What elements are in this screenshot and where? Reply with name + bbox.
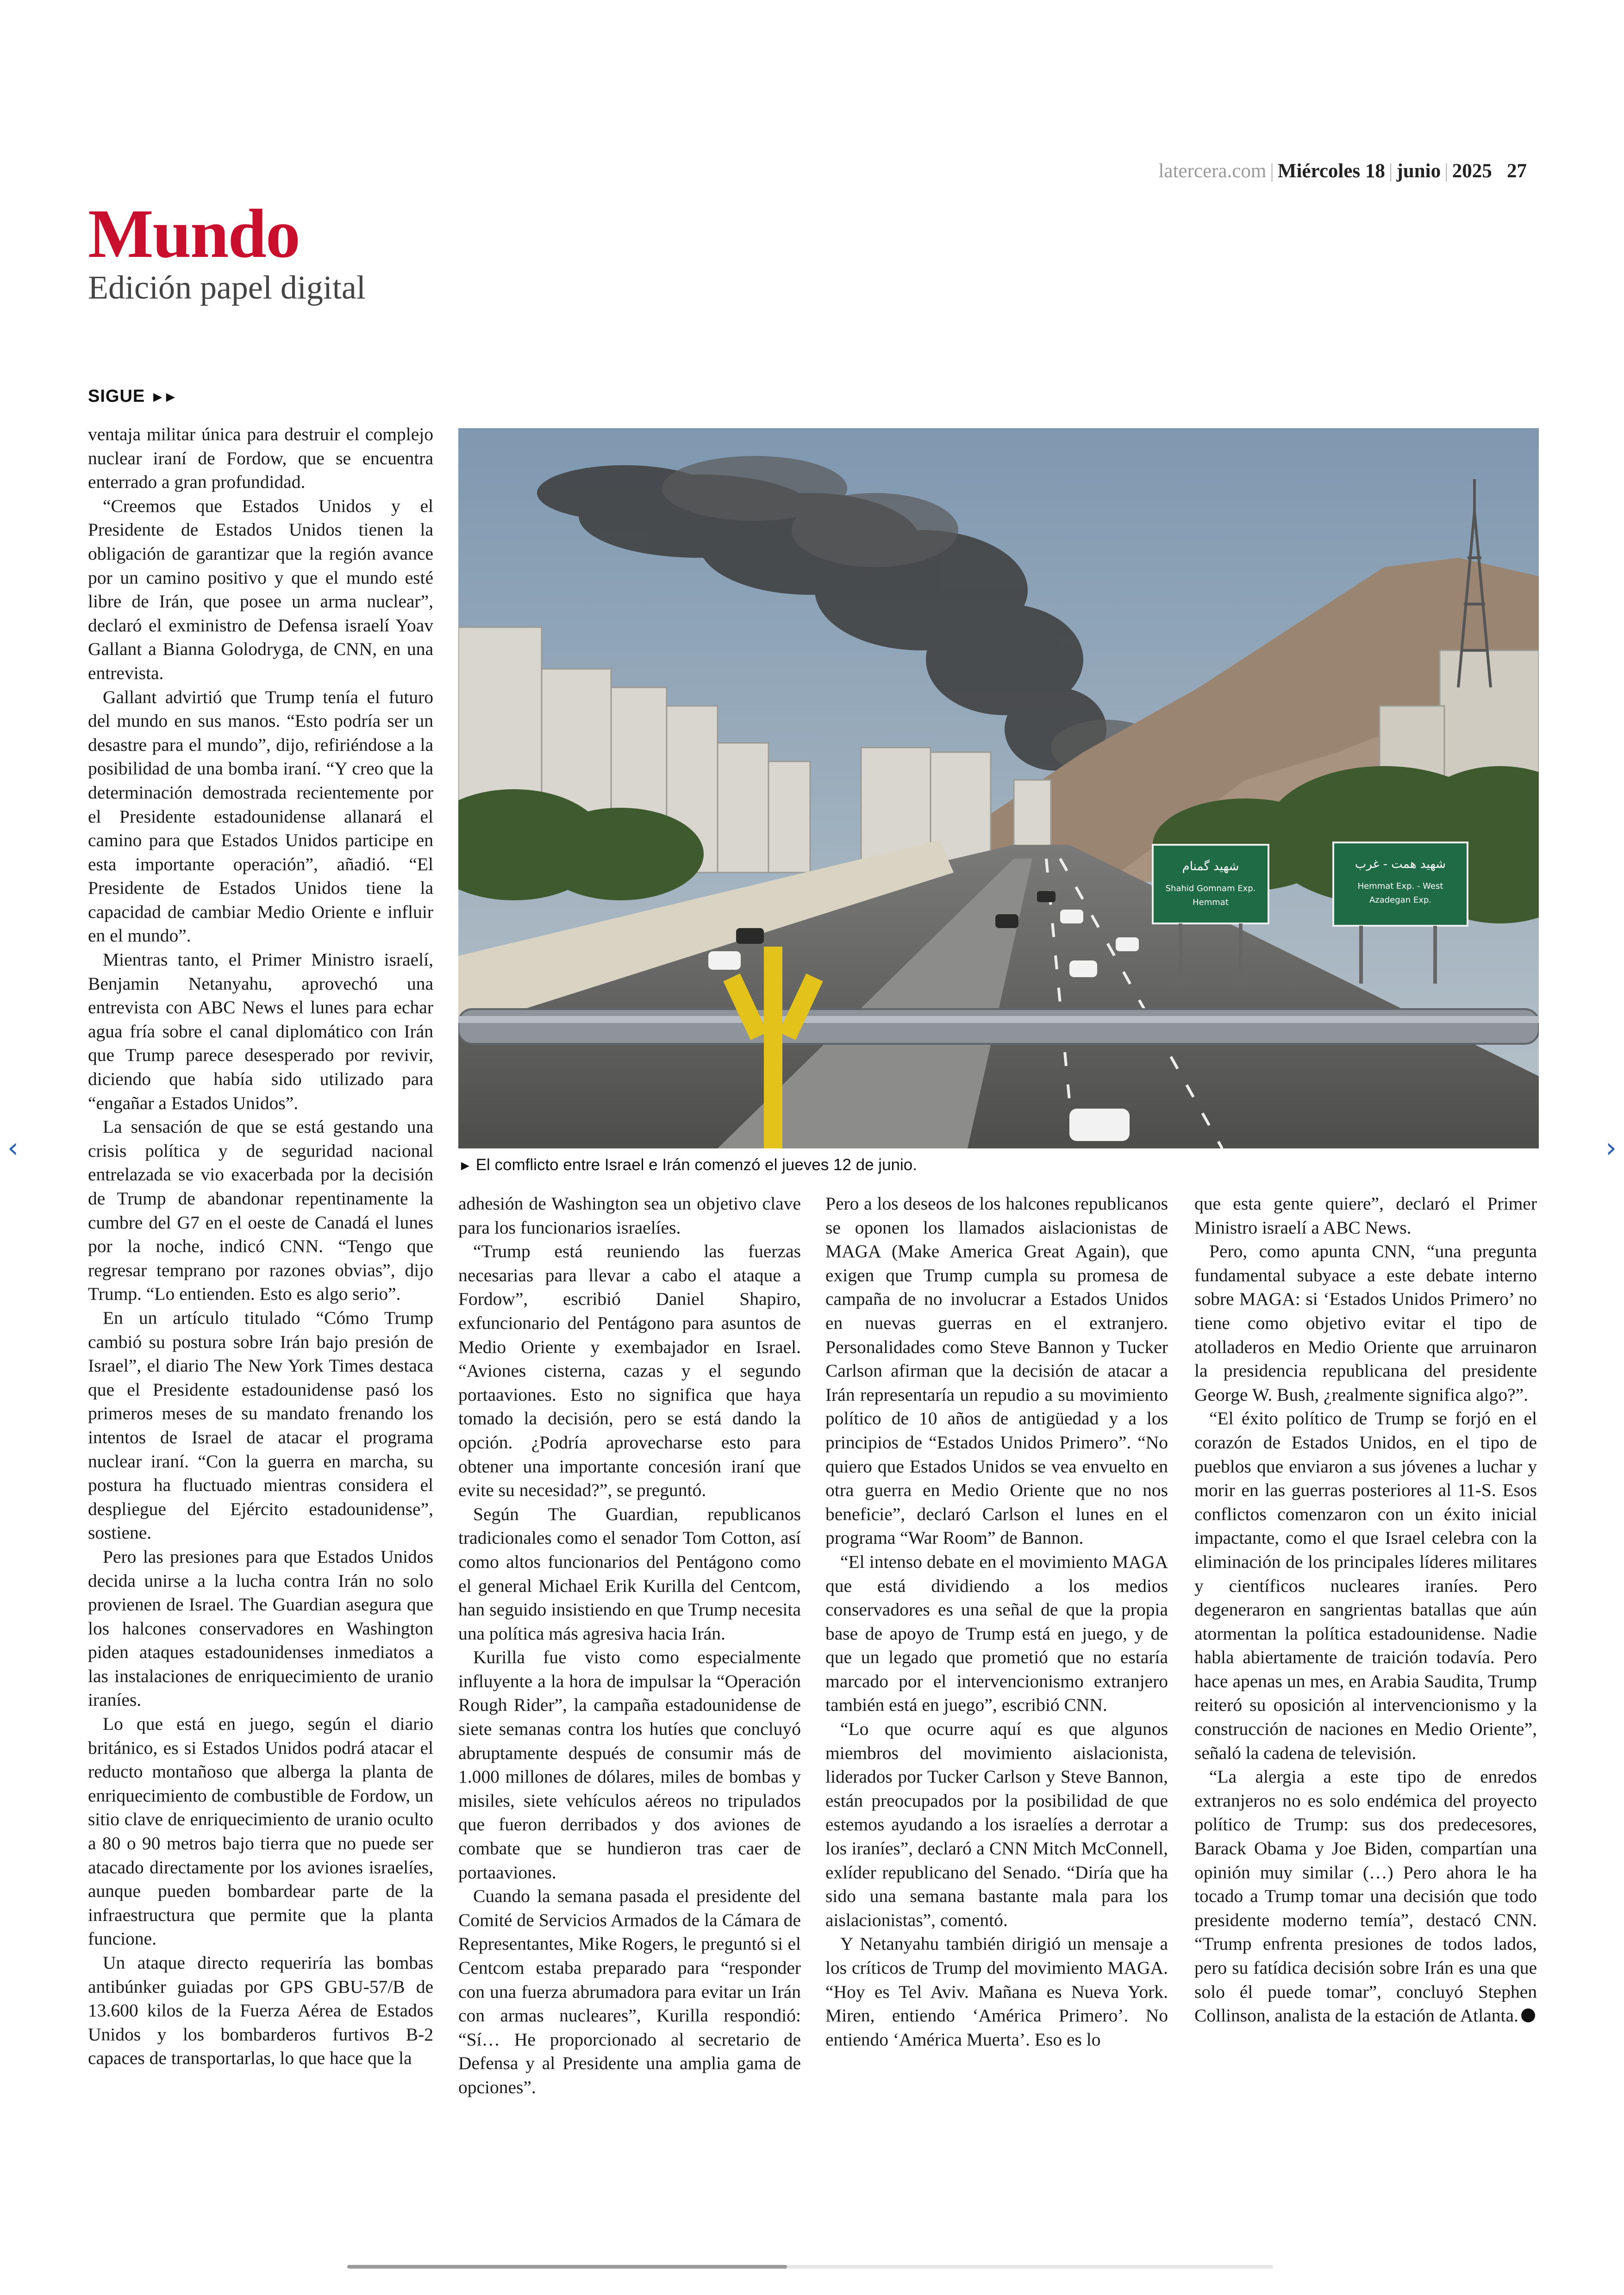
article-column-1 xyxy=(88,423,433,2126)
photo-caption xyxy=(458,1156,917,1174)
sign1-latin-2: Hemmat xyxy=(1193,898,1229,907)
next-page-chevron-icon[interactable]: › xyxy=(1605,1132,1617,1164)
caption-marker-icon: ► xyxy=(458,1158,472,1173)
paragraph xyxy=(1194,1765,1537,2028)
section-title: Mundo xyxy=(88,195,300,272)
paragraph: “Trump está reuniendo las fuerzas necesarias para llevar a cabo el ataque a Fordow”, escribió Daniel Shapiro, exfuncionario del Pentágono para asuntos de Medio Oriente y exembajador en Israel. “Aviones cisterna, cazas y el segundo portaaviones. Esto no significa que haya tomado la decisión, pero se está dando la opción. ¿Podría aprovecharse esto para obtener una importante concesión iraní que evite su necesidad?”, se preguntó. xyxy=(458,1241,801,1501)
highway-smoke-illustration xyxy=(458,428,1539,1148)
paragraph: En un artículo titulado “Cómo Trump cambió su postura sobre Irán bajo presión de Israel”, el diario The New York Times destaca que el Presidente estadounidense pasó los primeros meses de su mandato frenando los intentos de Israel de atacar el programa nuclear iraní. “Con la guerra en marcha, su postura ha fluctuado mientras considera el despliegue del Ejército estadounidense”, sostiene. xyxy=(88,1307,433,1543)
paragraph: Pero a los deseos de los halcones republicanos se oponen los llamados aislacionistas de MAGA (Make America Great Again), que exigen que Trump cumpla su promesa de campaña de no involucrar a Estados Unidos en nuevas guerras en el extranjero. Personalidades como Steve Bannon y Tucker Carlson afirman que la decisión de atacar a Irán representaría un repudio a su movimiento político de 10 años de antigüedad y a los principios de “Estados Unidos Primero”. “No quiero que Estados Unidos se vea envuelto en otra guerra en Medio Oriente que no nos beneficie”, declaró Carlson el lunes en el programa “War Room” de Bannon. xyxy=(825,1193,1168,1548)
continued-arrows-icon: ►► xyxy=(150,388,176,405)
paragraph: Gallant advirtió que Trump tenía el futuro del mundo en sus manos. “Esto podría ser un desastre para el mundo”, dijo, refiriéndose a la posibilidad de una bomba iraní. “Y creo que la determinación demostrada recientemente por el Presidente estadounidense allanará el camino para que Estados Unidos participe en esta importante operación”, añadió. “El Presidente de Estados Unidos tiene la capacidad de cambiar Medio Oriente e influir en el mundo”. xyxy=(88,686,433,946)
article-column-4 xyxy=(1194,1192,1537,2132)
sign1-latin: Shahid Gomnam Exp. xyxy=(1165,884,1256,893)
paragraph: Un ataque directo requeriría las bombas antibúnker guiadas por GPS GBU-57/B de 13.600 kilos de la Fuerza Aérea de Estados Unidos y los bombarderos furtivos B-2 capaces de transportarlas, lo que hace que la xyxy=(88,1952,433,2069)
paragraph: “El éxito político de Trump se forjó en el corazón de Estados Unidos, en el tipo de pueblos que enviaron a sus jóvenes a luchar y morir en las guerras posteriores al 11-S. Esos conflictos comenzaron con un éxito inicial impactante, como el que Israel celebra con la eliminación de los principales líderes militares y científicos nucleares iraníes. Pero degeneraron en sangrientas batallas que aún atormentan la política estadounidense. Nadie habla abiertamente de traición todavía. Pero hace apenas un mes, en Arabia Saudita, Trump reiteró su oposición al intervencionismo y la construcción de naciones en Medio Oriente”, señaló la cadena de televisión. xyxy=(1194,1408,1537,1763)
paragraph-text: “La alergia a este tipo de enredos extranjeros no es solo endémica del proyecto político de Trump: sus dos predecesores, Barack Obama y Joe Biden, compartían una opinión muy similar (…) Pero ahora le ha tocado a Trump tomar una decisión que todo presidente moderno temía”, destacó CNN. “Trump enfrenta presiones de todos lados, pero su fatídica decisión sobre Irán es una que solo él puede tomar”, concluyó Stephen Collinson, analista de la estación de Atlanta. xyxy=(1194,1766,1537,2026)
paragraph: “El intenso debate en el movimiento MAGA que está dividiendo a los medios conservadores es una señal de que la propia base de apoyo de Trump está en juego, y de que un legado que prometió que no estaría marcado por el intervencionismo extranjero también está en juego”, escribió CNN. xyxy=(825,1551,1168,1715)
paragraph: “Lo que ocurre aquí es que algunos miembros del movimiento aislacionista, liderados por Tucker Carlson y Steve Bannon, están preocupados por la posibilidad de que estemos ayudando a los israelíes a derrotar a los iraníes”, declaró a CNN Mitch McConnell, exlíder republicano del Senado. “Diría que ha sido una semana bastante mala para los aislacionistas”, comentó. xyxy=(825,1719,1168,1930)
scrollbar-thumb[interactable] xyxy=(347,2265,787,2269)
paragraph: “Creemos que Estados Unidos y el Presidente de Estados Unidos tienen la obligación de garantizar que la región avance por un camino positivo y que el mundo esté libre de Irán, que posee un arma nuclear”, declaró el exministro de Defensa israelí Yoav Gallant a Bianna Golodryga, de CNN, en una entrevista. xyxy=(88,495,433,683)
paragraph: adhesión de Washington sea un objetivo clave para los funcionarios israelíes. xyxy=(458,1193,801,1238)
date-day: Miércoles 18 xyxy=(1277,160,1385,182)
site-name: latercera.com xyxy=(1158,160,1267,182)
end-of-article-icon xyxy=(1521,2008,1535,2022)
paragraph: Y Netanyahu también dirigió un mensaje a los críticos de Trump del movimiento MAGA. “Hoy es Tel Aviv. Mañana es Nueva York. Miren, entiendo ‘América Primero’. No entiendo ‘América Muerta’. Eso es lo xyxy=(825,1933,1168,2050)
section-subtitle: Edición papel digital xyxy=(88,269,366,306)
continued-label xyxy=(88,387,176,406)
page-number: 27 xyxy=(1507,160,1527,182)
date-year: 2025 xyxy=(1452,160,1492,182)
paragraph: La sensación de que se está gestando una crisis política y de seguridad nacional entrelazada se vio exacerbada por la decisión de Trump de abandonar repentinamente la cumbre del G7 en el oeste de Canadá el lunes por la noche, indicó CNN. “Tengo que regresar temprano por razones obvias”, dijo Trump. “Lo entienden. Esto es algo serio”. xyxy=(88,1116,433,1304)
paragraph: Según The Guardian, republicanos tradicionales como el senador Tom Cotton, así como altos funcionarios del Pentágono como el general Michael Erik Kurilla del Centcom, han seguido insistiendo en que Trump necesita una política más agresiva hacia Irán. xyxy=(458,1503,801,1644)
continued-text: SIGUE xyxy=(88,387,145,406)
caption-text: El comflicto entre Israel e Irán comenzó el jueves 12 de junio. xyxy=(475,1156,917,1174)
article-photo xyxy=(458,428,1539,1148)
paragraph: Pero, como apunta CNN, “una pregunta fundamental subyace a este debate interno sobre MAGA: si ‘Estados Unidos Primero’ no tiene como objetivo evitar el tipo de atolladeros en Medio Oriente que arruinaron la presidencia republicana del presidente George W. Bush, ¿realmente significa algo?”. xyxy=(1194,1241,1537,1405)
date-month: junio xyxy=(1396,160,1441,182)
paragraph: Cuando la semana pasada el presidente del Comité de Servicios Armados de la Cámara de Representantes, Mike Rogers, le preguntó si el Centcom estaba preparado para “responder con una fuerza abrumadora para evitar un Irán con armas nucleares”, Kurilla respondió: “Sí… He proporcionado al secretario de Defensa y al Presidente una amplia gama de opciones”. xyxy=(458,1886,801,2097)
previous-page-chevron-icon[interactable]: ‹ xyxy=(7,1132,19,1164)
paragraph: que esta gente quiere”, declaró el Primer Ministro israelí a ABC News. xyxy=(1194,1193,1537,1238)
article-column-2 xyxy=(458,1192,801,2132)
paragraph: Pero las presiones para que Estados Unidos decida unirse a la lucha contra Irán no solo provienen de Israel. The Guardian asegura que los halcones conservadores en Washington piden ataques estadounidenses inmediatos a las instalaciones de enriquecimiento de uranio iraníes. xyxy=(88,1546,433,1710)
sign1-farsi: شهید گمنام xyxy=(1182,860,1239,873)
paragraph: Lo que está en juego, según el diario británico, es si Estados Unidos podrá atacar el reducto montañoso que alberga la planta de enriquecimiento de combustible de Fordow, un sitio clave de enriquecimiento de uranio oculto a 80 o 90 metros bajo tierra que no puede ser atacado directamente por los aviones israelíes, aunque pueden bombardear parte de la infraestructura que permite que la planta funcione. xyxy=(88,1714,433,1949)
sign2-farsi: شهید همت - غرب xyxy=(1355,857,1446,871)
paragraph: Mientras tanto, el Primer Ministro israelí, Benjamin Netanyahu, aprovechó una entrevista con ABC News el lunes para echar agua fría sobre el canal diplomático con Irán que Trump parece desesperado por revivir, diciendo que había sido utilizado para “engañar a Estados Unidos”. xyxy=(88,949,433,1113)
sign2-latin: Hemmat Exp. - West xyxy=(1357,881,1443,891)
paragraph: Kurilla fue visto como especialmente influyente a la hora de impulsar la “Operación Rough Rider”, la campaña estadounidense de siete semanas contra los hutíes que concluyó abruptamente después de consumir más de 1.000 millones de dólares, miles de bombas y misiles, siete vehículos aéreos no tripulados que fueron derribados y dos aviones de combate que se hundieron tras caer de portaaviones. xyxy=(458,1647,801,1883)
article-column-3 xyxy=(825,1192,1168,2132)
sign2-latin-2: Azadegan Exp. xyxy=(1369,895,1432,905)
page-header-meta: latercera.com | Miércoles 18 | junio | 2025 27 xyxy=(1158,160,1527,182)
horizontal-scrollbar[interactable] xyxy=(347,2265,1273,2269)
paragraph: ventaja militar única para destruir el complejo nuclear iraní de Fordow, que se encuentra enterrado a gran profundidad. xyxy=(88,424,433,493)
